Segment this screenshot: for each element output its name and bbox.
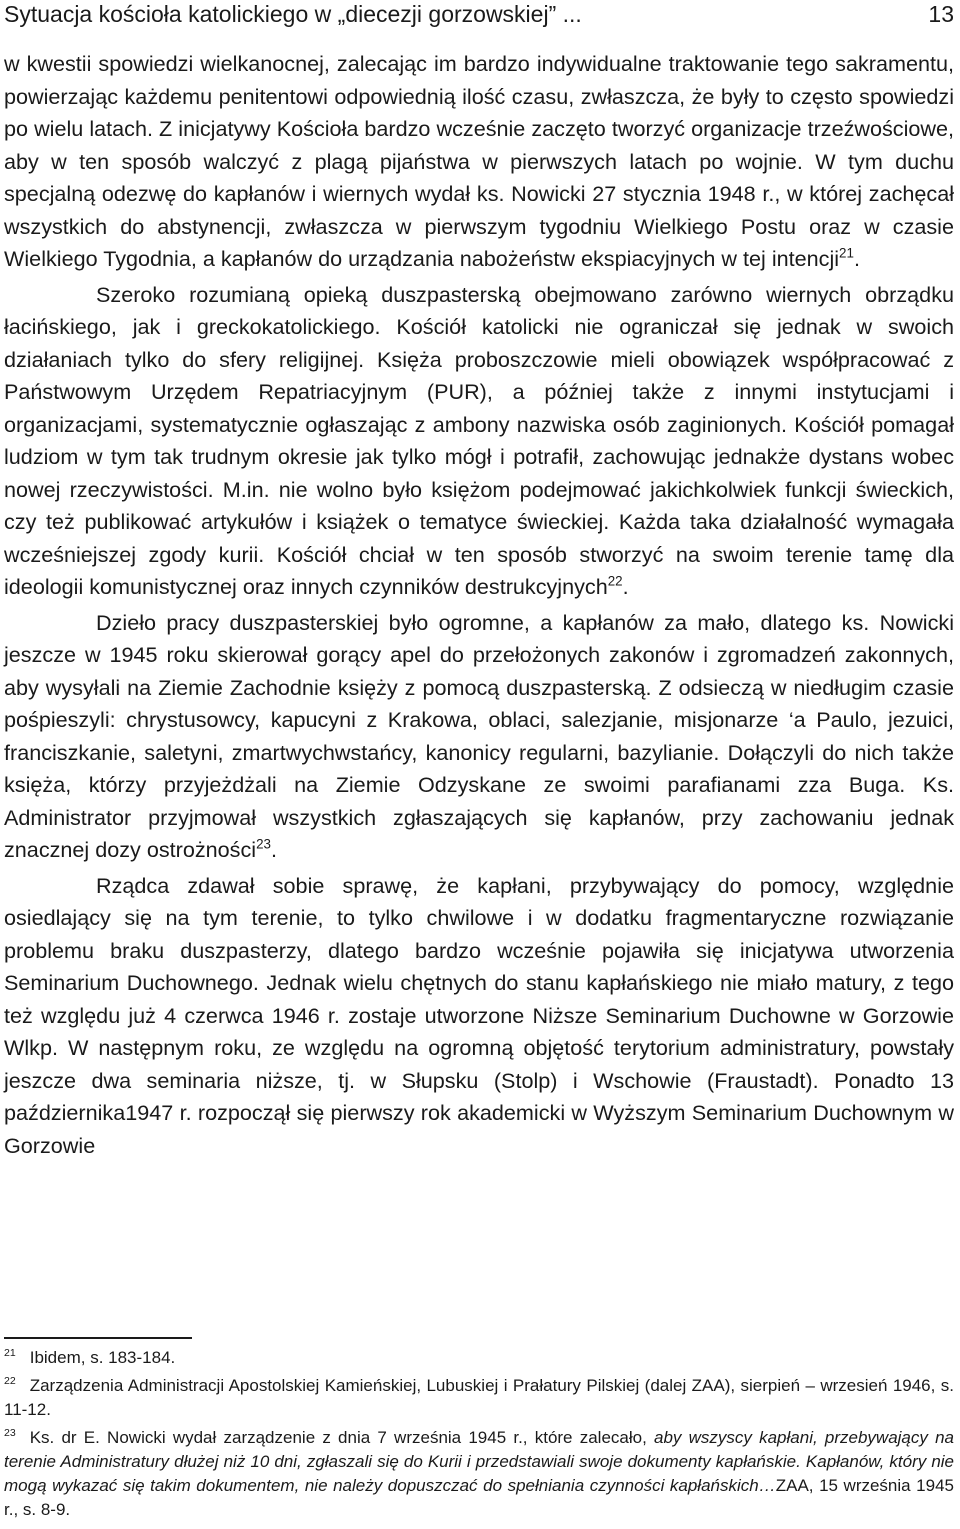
footnote-quote: aby wszyscy kapłani, przebywający na terenie Administratury dłużej niż 10 dni, zgłaszali się do Kurii i przedstawiali swoje dokumenty kapłańskie. Kapłanów, który nie mogą wykazać się takim dokumentem, nie należy dopuszczać do spełniania czynności kapłańskich… xyxy=(4,1428,954,1495)
body-text xyxy=(4,48,954,1162)
footnote-22 xyxy=(4,1374,954,1422)
running-title: Sytuacja kościoła katolickiego w „diecezji gorzowskiej” ... xyxy=(4,1,582,27)
footnote-23 xyxy=(4,1426,954,1522)
paragraph-1 xyxy=(4,48,954,276)
paragraph-text: Dzieło pracy duszpasterskiej było ogromne, a kapłanów za mało, dlatego ks. Nowicki jeszcze w 1945 roku skierował gorący apel do przełożonych zakonów i zgromadzeń zakonnych, aby wysyłali na Ziemie Zachodnie księży z pomocą duszpasterską. Z odsieczą w niedługim czasie pośpieszyli: chrystusowcy, kapucyni z Krakowa, oblaci, salezjanie, misjonarze ‘a Paulo, jezuici, franciszkanie, saletyni, zmartwychwstańcy, kanonicy regularni, bazylianie. Dołączyli do nich także księża, którzy przyjeżdżali na Ziemie Odzyskane ze swoimi parafianami zza Buga. Ks. Administrator przyjmował wszystkich zgłaszających się kapłanów, przy zachowaniu jednak znacznej dozy ostrożności xyxy=(4,609,954,862)
footnote-text: Zarządzenia Administracji Apostolskiej Kamieńskiej, Lubuskiej i Prałatury Pilskiej (dalej ZAA), sierpień – wrzesień 1946, s. 11-12. xyxy=(4,1376,954,1419)
paragraph-text: . xyxy=(270,837,277,862)
footnote-separator xyxy=(4,1337,192,1339)
footnote-text: Ks. dr E. Nowicki wydał zarządzenie z dnia 7 września 1945 r., które zalecało, xyxy=(29,1428,655,1447)
footnote-number: 22 xyxy=(4,1375,16,1388)
footnote-text: ZAA, 15 września 1945 r., s. 8-9. xyxy=(4,1476,954,1519)
running-header xyxy=(4,0,954,30)
paragraph-2 xyxy=(4,279,954,604)
footnotes xyxy=(4,1346,954,1526)
paragraph-text: Szeroko rozumianą opieką duszpasterską obejmowano zarówno wiernych obrządku łacińskiego, jak i greckokatolickiego. Kościół katolicki nie ograniczał się jednak w swoich działaniach tylko do sfery religijnej. Księża proboszczowie mieli obowiązek współpracować z Państwowym Urzędem Repatriacyjnym (PUR), a później także z innymi instytucjami i organizacjami, systematycznie ogłaszając z ambony nazwiska osób zaginionych. Kościół pomagał ludziom w tym tak trudnym okresie jak tylko mógł i potrafił, zachowując jednakże dystans wobec nowej rzeczywistości. M.in. nie wolno było księżom podejmować jakichkolwiek funkcji świeckich, czy też publikować artykułów i książek o tematyce świeckiej. Każda taka działalność wymagała wcześniejszej zgody kurii. Kościół chciał w ten sposób stworzyć na swoim terenie tamę dla ideologii komunistycznej oraz innych czynników destrukcyjnych xyxy=(4,281,954,599)
paragraph-text: Rządca zdawał sobie sprawę, że kapłani, przybywający do pomocy, względnie osiedlający się na tym terenie, to tylko chwilowe i w dodatku fragmentaryczne rozwiązanie problemu braku duszpasterzy, dlatego bardzo wcześnie pojawiła się inicjatywa utworzenia Seminarium Duchownego. Jednak wielu chętnych do stanu kapłańskiego nie miało matury, z tego też względu już 4 czerwca 1946 r. zostaje utworzone Niższe Seminarium Duchowne w Gorzowie Wlkp. W następnym roku, ze względu na ogromną objętość terytorium administratury, powstały jeszcze dwa seminaria niższe, tj. w Słupsku (Stolp) i Wschowie (Fraustadt). Ponadto 13 października1947 r. rozpoczął się pierwszy rok akademicki w Wyższym Seminarium Duchownym w Gorzowie xyxy=(4,872,954,1158)
footnote-21 xyxy=(4,1346,954,1370)
paragraph-3 xyxy=(4,607,954,867)
footnote-ref-21: 21 xyxy=(839,245,854,261)
footnote-ref-23: 23 xyxy=(256,836,271,852)
paragraph-text: . xyxy=(853,246,860,271)
paragraph-text: . xyxy=(622,574,629,599)
footnote-number: 23 xyxy=(4,1427,16,1440)
paragraph-4 xyxy=(4,870,954,1163)
footnote-ref-22: 22 xyxy=(607,573,623,589)
page-number: 13 xyxy=(928,1,954,27)
footnote-text: Ibidem, s. 183-184. xyxy=(29,1348,176,1367)
footnote-number: 21 xyxy=(4,1347,16,1360)
paragraph-text: w kwestii spowiedzi wielkanocnej, zalecając im bardzo indywidualne traktowanie tego sakramentu, powierzając każdemu penitentowi odpowiednią ilość czasu, zwłaszcza, że były to często spowiedzi po wielu latach. Z inicjatywy Kościoła bardzo wcześnie zaczęto tworzyć organizacje trzeźwościowe, aby w ten sposób walczyć z plagą pijaństwa w pierwszych latach po wojnie. W tym duchu specjalną odezwę do kapłanów i wiernych wydał ks. Nowicki 27 stycznia 1948 r., w której zachęcał wszystkich do abstynencji, zwłaszcza w pierwszym tygodniu Wielkiego Postu oraz w czasie Wielkiego Tygodnia, a kapłanów do urządzania nabożeństw ekspiacyjnych w tej intencji xyxy=(4,51,954,271)
